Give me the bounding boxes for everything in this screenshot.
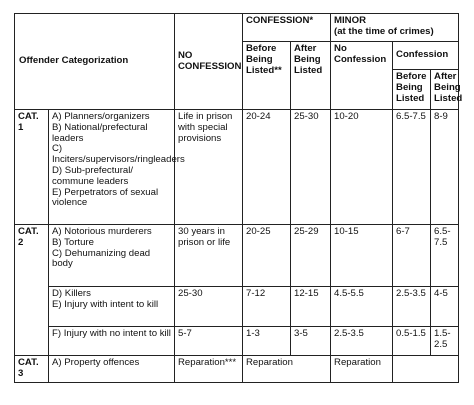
minor-after-cell: 6.5-7.5 <box>431 225 459 287</box>
confession-cell: Reparation <box>243 356 331 383</box>
minor-after-cell: 1.5-2.5 <box>431 327 459 356</box>
header-minor <box>331 14 459 42</box>
confession-before-cell: 7-12 <box>243 287 291 327</box>
minor-no-confession-cell: 10-15 <box>331 225 393 287</box>
offence-list <box>49 356 175 383</box>
header-minor-confession: Confession <box>393 42 459 70</box>
offence-list <box>49 327 175 356</box>
minor-before-cell: 0.5-1.5 <box>393 327 431 356</box>
offence-item: A) Property offences <box>52 357 140 368</box>
no-confession-cell: Reparation*** <box>175 356 243 383</box>
minor-no-confession-cell: 4.5-5.5 <box>331 287 393 327</box>
minor-no-confession-cell: Reparation <box>331 356 393 383</box>
header-minor-no-confession: No Confession <box>331 42 393 110</box>
minor-before-cell: 6-7 <box>393 225 431 287</box>
confession-before-cell: 20-24 <box>243 110 291 225</box>
table-row <box>15 356 459 383</box>
table-row <box>15 287 459 327</box>
offence-list <box>49 225 175 287</box>
no-confession-cell: 30 years in prison or life <box>175 225 243 287</box>
header-confession: CONFESSION* <box>243 14 331 42</box>
offence-item: A) Planners/organizers <box>52 111 150 122</box>
header-minor-subtitle: (at the time of crimes) <box>334 25 434 37</box>
header-confession-before-listed: Before Being Listed** <box>243 42 291 110</box>
table-row <box>15 110 459 225</box>
offence-item: C) Dehumanizing dead body <box>52 247 151 270</box>
offence-item: B) Torture <box>52 236 94 248</box>
table-row <box>15 327 459 356</box>
offence-list <box>49 287 175 327</box>
offence-item: D) Killers <box>52 288 91 299</box>
offence-item: A) Notorious murderers <box>52 226 152 237</box>
confession-after-cell: 25-29 <box>291 225 331 287</box>
no-confession-cell: 25-30 <box>175 287 243 327</box>
sentencing-table <box>14 13 463 383</box>
header-minor-before-listed: Before Being Listed <box>393 70 431 110</box>
no-confession-cell: 5-7 <box>175 327 243 356</box>
minor-no-confession-cell: 10-20 <box>331 110 393 225</box>
confession-after-cell: 12-15 <box>291 287 331 327</box>
offence-list <box>49 110 185 225</box>
category-label: CAT. 1 <box>15 110 49 225</box>
no-confession-cell: Life in prison with special provisions <box>175 110 243 225</box>
minor-confession-cell <box>393 356 459 383</box>
category-label: CAT. 3 <box>15 356 49 383</box>
minor-before-cell: 6.5-7.5 <box>393 110 431 225</box>
minor-no-confession-cell: 2.5-3.5 <box>331 327 393 356</box>
offence-item: E) Injury with intent to kill <box>52 298 159 310</box>
header-minor-after-listed: After Being Listed <box>431 70 459 110</box>
minor-after-cell: 4-5 <box>431 287 459 327</box>
confession-after-cell: 3-5 <box>291 327 331 356</box>
confession-after-cell: 25-30 <box>291 110 331 225</box>
offence-item: E) Perpetrators of sexual violence <box>52 186 159 209</box>
offence-item: F) Injury with no intent to kill <box>52 328 171 339</box>
offence-item: C) Inciters/supervisors/ringleaders <box>52 143 185 166</box>
header-offender-categorization: Offender Categorization <box>15 14 175 110</box>
confession-before-cell: 1-3 <box>243 327 291 356</box>
minor-after-cell: 8-9 <box>431 110 459 225</box>
offence-item: D) Sub-prefectural/ commune leaders <box>52 164 134 187</box>
offence-item: B) National/prefectural leaders <box>52 121 148 144</box>
category-label: CAT. 2 <box>15 225 49 356</box>
table-row <box>15 225 459 287</box>
header-confession-after-listed: After Being Listed <box>291 42 331 110</box>
confession-before-cell: 20-25 <box>243 225 291 287</box>
minor-before-cell: 2.5-3.5 <box>393 287 431 327</box>
header-minor-title: MINOR <box>334 15 366 26</box>
header-no-confession: NO CONFESSION <box>175 14 243 110</box>
